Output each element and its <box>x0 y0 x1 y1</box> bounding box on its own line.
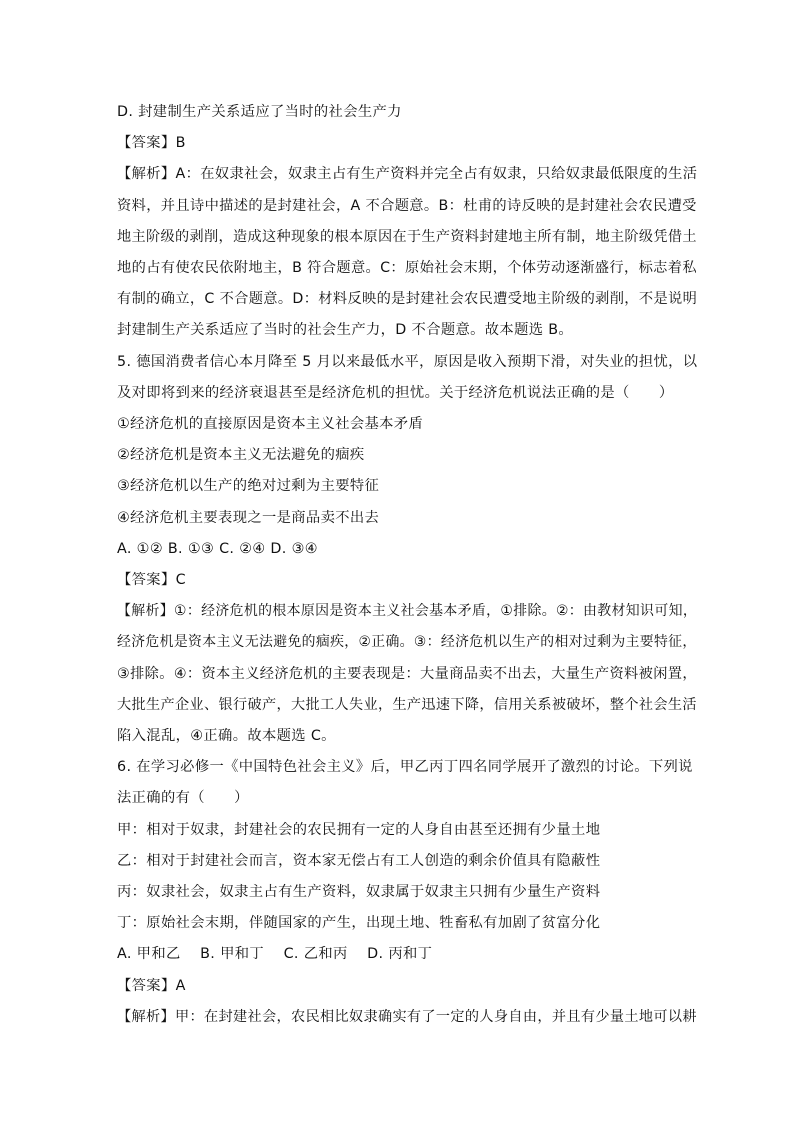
text-line: 甲：相对于奴隶，封建社会的农民拥有一定的人身自由甚至还拥有少量土地 <box>117 821 601 838</box>
text-line: ②经济危机是资本主义无法避免的痼疾 <box>117 447 365 464</box>
text-line: 陷入混乱，④正确。故本题选 C。 <box>117 728 336 744</box>
text-line: 6. 在学习必修一《中国特色社会主义》后，甲乙丙丁四名同学展开了激烈的讨论。下列说 <box>117 759 693 776</box>
text-line: 【解析】①：经济危机的根本原因是资本主义社会基本矛盾，①排除。②：由教材知识可知， <box>117 603 698 620</box>
text-line: 资料，并且诗中描述的是封建社会，A 不合题意。B：杜甫的诗反映的是封建社会农民遭受 <box>117 197 697 214</box>
text-line: ③排除。④：资本主义经济危机的主要表现是：大量商品卖不出去，大量生产资料被闲置， <box>117 665 697 682</box>
text-line: 地的占有使农民依附地主，B 符合题意。C：原始社会末期，个体劳动逐渐盛行，标志着私 <box>117 260 697 276</box>
text-line: 丙：奴隶社会，奴隶主占有生产资料，奴隶属于奴隶主只拥有少量生产资料 <box>117 884 601 900</box>
text-line: 地主阶级的剥削，造成这种现象的根本原因在于生产资料封建地主所有制，地主阶级凭借土 <box>117 228 697 245</box>
text-line: 【答案】A <box>117 977 186 994</box>
text-line: 法正确的有（ ） <box>117 790 249 807</box>
text-line: ③经济危机以生产的绝对过剩为主要特征 <box>117 478 380 495</box>
text-line: A. 甲和乙 B. 甲和丁 C. 乙和丙 D. 丙和丁 <box>117 946 433 963</box>
text-line: A. ①② B. ①③ C. ②④ D. ③④ <box>117 540 318 557</box>
text-line: ①经济危机的直接原因是资本主义社会基本矛盾 <box>117 416 424 432</box>
text-line: 【解析】甲：在封建社会，农民相比奴隶确实有了一定的人身自由，并且有少量土地可以耕 <box>117 1008 697 1025</box>
text-line: 5. 德国消费者信心本月降至 5 月以来最低水平，原因是收入预期下滑，对失业的担忧，以 <box>117 353 698 370</box>
text-line: 大批生产企业、银行破产，大批工人失业，生产迅速下降，信用关系被破坏，整个社会生活 <box>117 696 697 713</box>
text-line: 丁：原始社会末期，伴随国家的产生，出现土地、牲畜私有加剧了贫富分化 <box>117 915 601 932</box>
text-line: 【解析】A：在奴隶社会，奴隶主占有生产资料并完全占有奴隶，只给奴隶最低限度的生活 <box>117 166 698 183</box>
text-line: 【答案】B <box>117 135 186 152</box>
text-line: 有制的确立，C 不合题意。D：材料反映的是封建社会农民遭受地主阶级的剥削，不是说明 <box>117 291 698 308</box>
text-line: 及对即将到来的经济衰退甚至是经济危机的担忧。关于经济危机说法正确的是（ ） <box>117 384 674 401</box>
text-line: 封建制生产关系适应了当时的社会生产力，D 不合题意。故本题选 B。 <box>117 322 574 339</box>
text-line: D. 封建制生产关系适应了当时的社会生产力 <box>117 104 402 120</box>
text-line: 【答案】C <box>117 572 186 588</box>
text-line: 经济危机是资本主义无法避免的痼疾，②正确。③：经济危机以生产的相对过剩为主要特征， <box>117 634 697 651</box>
text-line: 乙：相对于封建社会而言，资本家无偿占有工人创造的剩余价值具有隐蔽性 <box>117 852 601 869</box>
text-line: ④经济危机主要表现之一是商品卖不出去 <box>117 509 380 526</box>
